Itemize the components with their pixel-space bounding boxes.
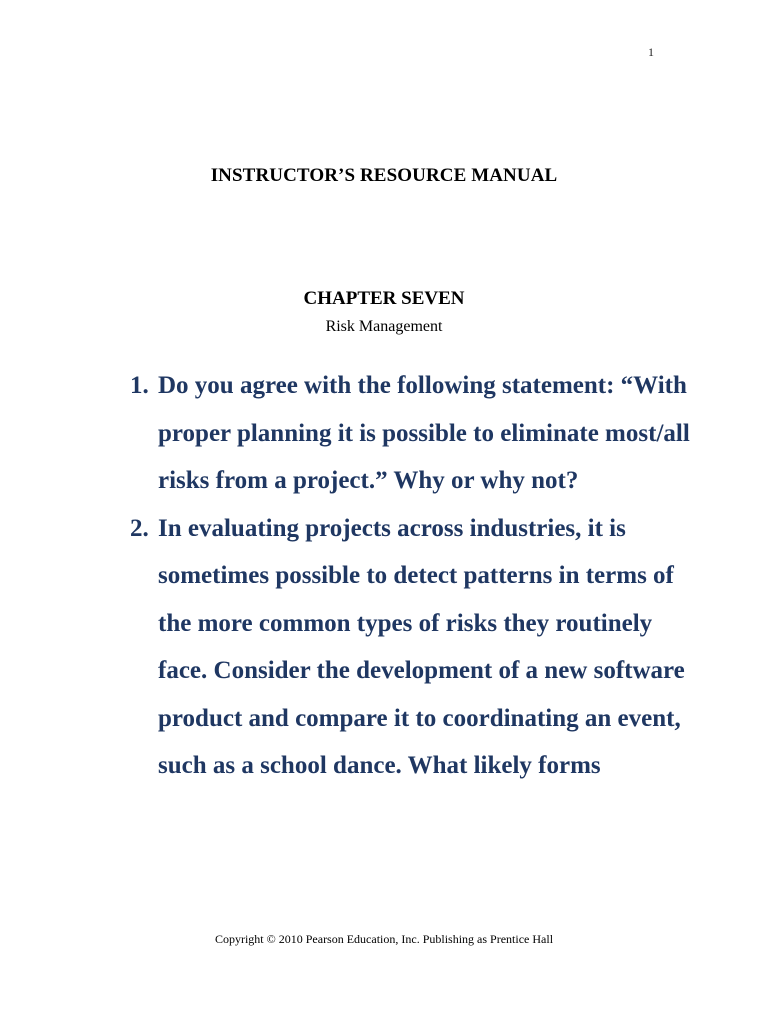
- chapter-subtitle: Risk Management: [325, 318, 443, 335]
- question-text: In evaluating projects across industries, it is sometimes possible to detect patterns in terms of the more common types of risks they routinely face. Consider the development of a new software product and compare it to coordinating an event, such as a school dance. What likely forms: [158, 514, 685, 779]
- document-title: INSTRUCTOR’S RESOURCE MANUAL: [210, 165, 558, 186]
- question-list: [130, 362, 690, 790]
- chapter-heading: CHAPTER SEVEN: [303, 288, 465, 309]
- question-number: 2.: [130, 514, 149, 542]
- question-item: [130, 362, 690, 505]
- question-number: 1.: [130, 372, 149, 399]
- question-item: [130, 505, 690, 790]
- copyright-footer: Copyright © 2010 Pearson Education, Inc. Publishing as Prentice Hall: [214, 932, 554, 946]
- page-number: 1: [648, 45, 654, 59]
- question-text: Do you agree with the following statement: “With proper planning it is possible to eliminate most/all risks from a project.” Why or why not?: [158, 372, 690, 494]
